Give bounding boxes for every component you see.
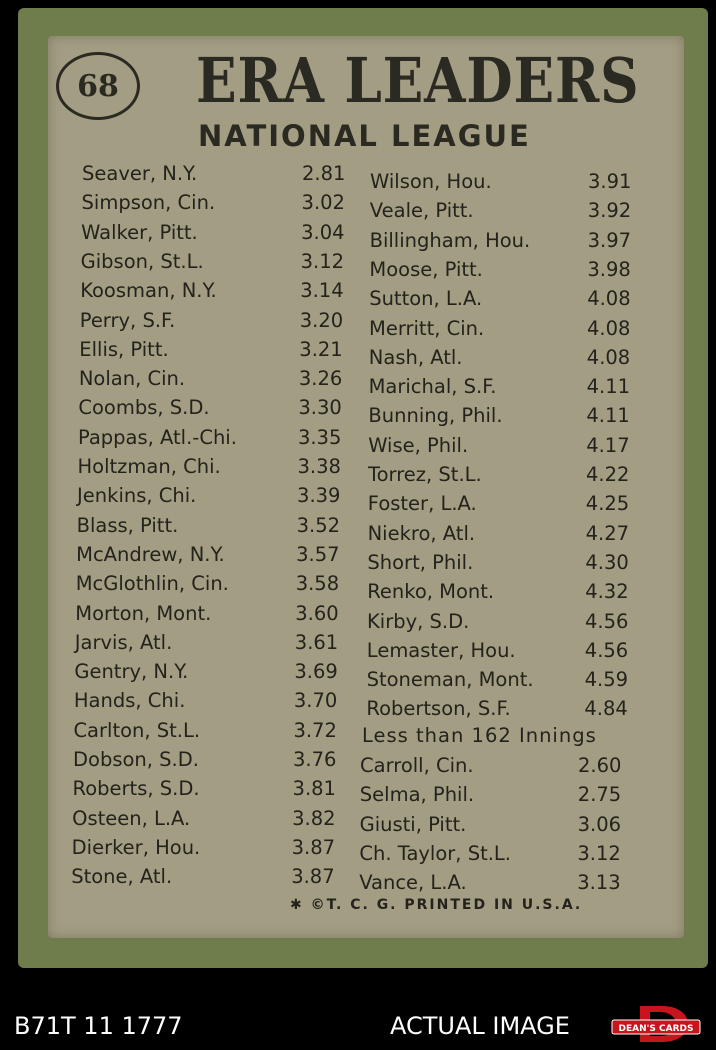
stat-row <box>368 520 628 548</box>
stat-row <box>367 549 627 577</box>
player-name: Giusti, Pitt. <box>359 812 467 836</box>
stat-row <box>81 189 345 217</box>
player-name: Stoneman, Mont. <box>366 668 534 692</box>
era-value: 3.12 <box>300 249 345 273</box>
player-name: Coombs, S.D. <box>78 396 210 420</box>
era-value: 3.26 <box>298 367 343 391</box>
player-name: Lemaster, Hou. <box>366 638 516 662</box>
stat-row <box>369 285 629 313</box>
era-value: 3.02 <box>301 191 345 215</box>
player-name: McAndrew, N.Y. <box>76 542 225 566</box>
stat-row <box>74 658 338 686</box>
stat-row <box>73 687 338 715</box>
stat-row <box>367 578 627 606</box>
stat-row <box>368 490 628 518</box>
actual-image-label: ACTUAL IMAGE <box>390 1012 570 1040</box>
stat-row <box>359 840 619 868</box>
era-value: 3.72 <box>293 718 337 742</box>
player-name: Koosman, N.Y. <box>80 279 217 303</box>
era-value: 4.25 <box>585 492 630 516</box>
era-value: 4.30 <box>585 550 629 574</box>
stat-row <box>359 869 619 897</box>
era-value: 3.87 <box>291 865 335 889</box>
player-name: Dierker, Hou. <box>71 835 201 859</box>
era-value: 3.39 <box>297 484 341 508</box>
copyright-line: ✱ ©T. C. G. PRINTED IN U.S.A. <box>290 897 583 913</box>
player-name: Foster, L.A. <box>367 492 477 516</box>
stat-row <box>360 781 620 809</box>
era-value: 4.84 <box>584 697 628 721</box>
player-name: Veale, Pitt. <box>369 199 474 223</box>
stat-row <box>79 336 343 364</box>
player-name: Gentry, N.Y. <box>74 660 189 684</box>
era-value: 3.70 <box>293 689 338 713</box>
era-value: 3.13 <box>577 871 621 895</box>
card-subtitle: NATIONAL LEAGUE <box>198 119 531 153</box>
player-name: Carlton, St.L. <box>73 718 201 742</box>
stat-row <box>360 811 620 839</box>
era-value: 3.91 <box>588 170 632 193</box>
player-name: Selma, Phil. <box>359 783 475 807</box>
player-name: Bunning, Phil. <box>368 404 503 428</box>
stat-row <box>76 512 341 540</box>
era-value: 3.12 <box>577 841 621 865</box>
era-value: 3.21 <box>299 337 343 361</box>
era-value: 4.17 <box>586 433 630 457</box>
player-name: Simpson, Cin. <box>81 191 216 215</box>
stat-row <box>369 344 629 372</box>
player-name: Billingham, Hou. <box>369 228 531 252</box>
stat-row <box>369 315 629 343</box>
player-name: Pappas, Atl.-Chi. <box>77 425 237 449</box>
era-value: 4.22 <box>586 463 630 486</box>
player-name: Kirby, S.D. <box>367 609 470 633</box>
era-value: 3.30 <box>298 396 342 420</box>
era-value: 3.81 <box>292 777 336 801</box>
stat-row <box>369 256 629 284</box>
stat-row <box>73 746 337 774</box>
player-name: McGlothlin, Cin. <box>75 572 229 596</box>
player-name: Nash, Atl. <box>368 345 463 369</box>
svg-text:DEAN'S CARDS: DEAN'S CARDS <box>618 1024 694 1034</box>
player-name: Ch. Taylor, St.L. <box>359 841 511 865</box>
deans-cards-logo-icon <box>610 1004 702 1044</box>
catalog-id: B71T 11 1777 <box>14 1012 183 1040</box>
era-value: 3.58 <box>295 572 340 596</box>
stat-row <box>79 307 344 335</box>
player-name: Hands, Chi. <box>73 689 186 713</box>
stat-row <box>71 863 335 891</box>
player-name: Sutton, L.A. <box>369 287 483 311</box>
stat-row <box>369 373 629 401</box>
stat-row <box>77 424 342 452</box>
stat-row <box>78 394 342 422</box>
stat-row <box>71 834 336 862</box>
player-name: Marichal, S.F. <box>368 375 497 399</box>
era-value: 4.56 <box>584 638 629 662</box>
stat-row <box>82 160 346 188</box>
player-name: Walker, Pitt. <box>81 220 198 244</box>
player-name: Carroll, Cin. <box>360 754 474 777</box>
era-value: 3.06 <box>577 812 622 836</box>
stat-row <box>80 248 345 276</box>
era-value: 2.60 <box>578 754 622 777</box>
stat-row <box>72 805 336 833</box>
player-name: Dobson, S.D. <box>73 748 199 771</box>
player-name: Robertson, S.F. <box>366 697 511 721</box>
stat-row <box>360 752 620 780</box>
era-value: 3.04 <box>301 220 345 244</box>
era-value: 4.11 <box>586 375 631 399</box>
era-value: 4.11 <box>586 404 630 428</box>
player-name: Renko, Mont. <box>367 580 495 604</box>
stat-row <box>368 461 628 489</box>
stat-row <box>370 197 630 225</box>
player-name: Merritt, Cin. <box>369 316 485 340</box>
stat-row <box>366 695 626 723</box>
player-name: Short, Phil. <box>367 550 474 574</box>
era-value: 4.59 <box>584 668 629 692</box>
card-title: ERA LEADERS <box>196 44 640 117</box>
stat-row <box>73 717 337 745</box>
player-name: Moose, Pitt. <box>369 257 483 281</box>
era-value: 3.92 <box>587 199 632 223</box>
era-value: 3.98 <box>587 257 631 281</box>
stat-row <box>77 482 341 510</box>
stat-row <box>370 227 630 255</box>
stat-row <box>80 277 344 305</box>
era-value: 3.97 <box>587 228 632 252</box>
stat-row <box>367 608 627 636</box>
player-name: Wilson, Hou. <box>370 170 492 193</box>
player-name: Jarvis, Atl. <box>74 630 173 654</box>
era-value: 3.14 <box>300 279 344 303</box>
era-value: 3.82 <box>292 806 336 830</box>
player-name: Wise, Phil. <box>368 433 469 457</box>
era-value: 3.61 <box>294 630 339 654</box>
stat-row <box>367 637 627 665</box>
stat-row <box>72 775 336 803</box>
player-name: Gibson, St.L. <box>80 249 204 273</box>
era-value: 3.52 <box>296 513 341 537</box>
era-value: 4.32 <box>585 580 629 604</box>
stat-row <box>74 629 339 657</box>
era-value: 3.35 <box>297 425 342 449</box>
stat-row <box>75 570 340 598</box>
era-value: 4.08 <box>587 287 631 311</box>
stat-row <box>368 402 628 430</box>
stat-row <box>367 666 627 694</box>
player-name: Nolan, Cin. <box>78 367 186 391</box>
stat-row <box>370 168 630 196</box>
section-note: Less than 162 Innings <box>362 724 597 747</box>
player-name: Blass, Pitt. <box>76 513 179 537</box>
player-name: Torrez, St.L. <box>368 463 482 486</box>
era-value: 3.60 <box>295 601 339 625</box>
card-number: 68 <box>56 52 140 120</box>
player-name: Jenkins, Chi. <box>77 484 197 508</box>
era-value: 4.08 <box>587 316 631 340</box>
player-name: Stone, Atl. <box>71 865 173 889</box>
era-value: 4.08 <box>586 345 631 369</box>
stat-row <box>77 453 341 481</box>
era-value: 3.69 <box>294 660 338 684</box>
stat-row <box>368 432 628 460</box>
era-value: 4.56 <box>585 609 629 633</box>
era-value: 3.57 <box>296 542 340 566</box>
era-value: 2.81 <box>302 162 346 185</box>
player-name: Roberts, S.D. <box>72 777 200 801</box>
stat-row <box>81 219 345 247</box>
era-value: 2.75 <box>577 783 622 807</box>
era-value: 3.38 <box>297 455 341 478</box>
player-name: Holtzman, Chi. <box>77 455 221 478</box>
stat-row <box>75 600 339 628</box>
era-value: 3.20 <box>299 308 344 332</box>
stat-row <box>76 541 340 569</box>
player-name: Morton, Mont. <box>75 601 212 625</box>
player-name: Vance, L.A. <box>359 871 467 895</box>
player-name: Niekro, Atl. <box>367 521 476 545</box>
player-name: Ellis, Pitt. <box>79 337 169 361</box>
era-value: 3.76 <box>293 748 337 771</box>
player-name: Seaver, N.Y. <box>82 162 198 185</box>
era-value: 3.87 <box>291 835 336 859</box>
stat-row <box>78 365 343 393</box>
player-name: Perry, S.F. <box>79 308 176 332</box>
era-value: 4.27 <box>585 521 630 545</box>
player-name: Osteen, L.A. <box>72 806 191 830</box>
